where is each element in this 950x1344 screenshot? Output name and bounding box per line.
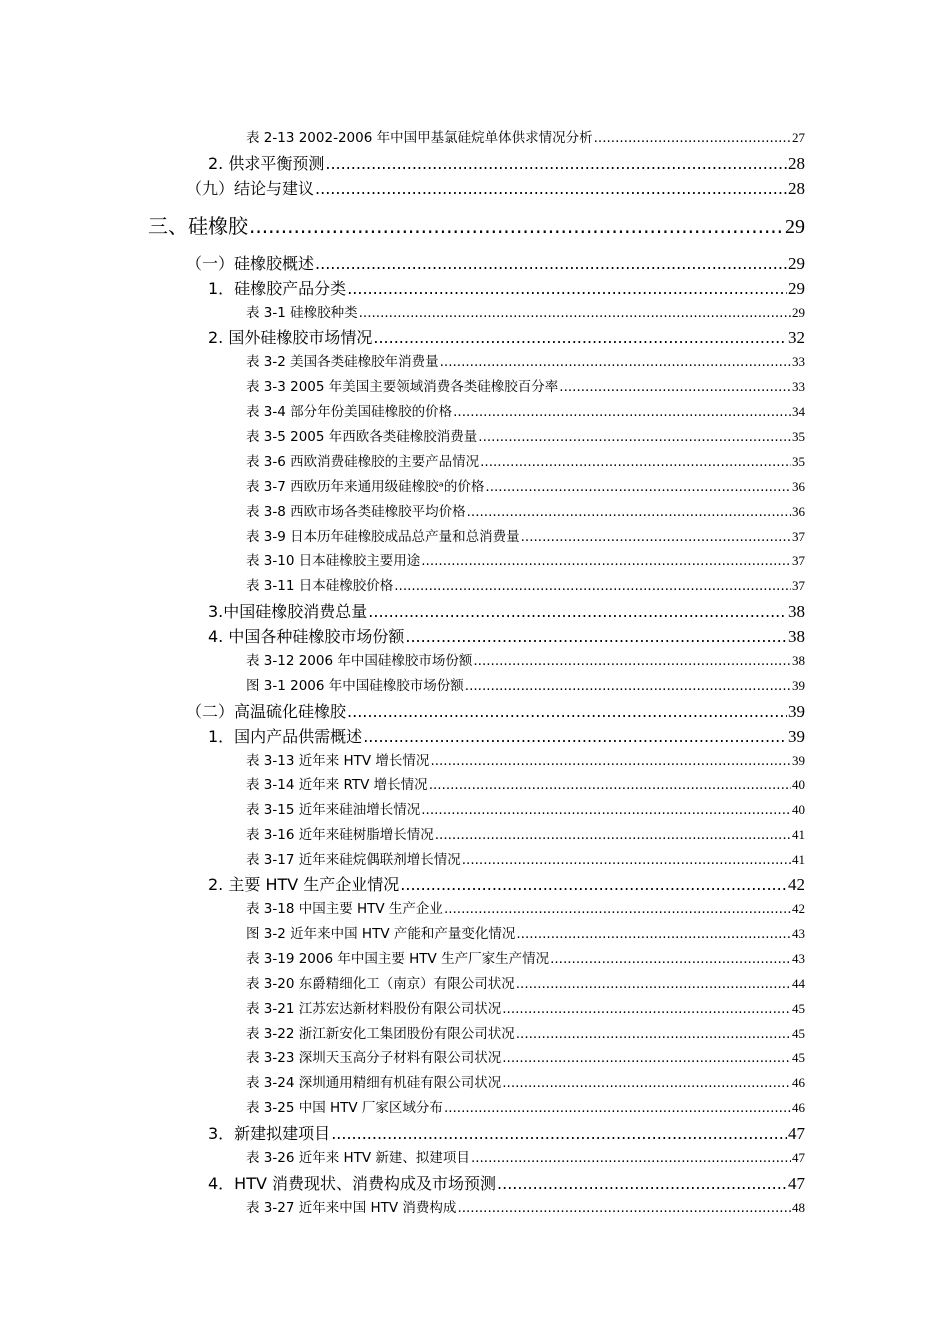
toc-entry-page-number: 37: [792, 553, 805, 568]
toc-dot-leader: [444, 901, 791, 917]
toc-dot-leader: [435, 827, 791, 843]
toc-entry-page-number: 41: [792, 827, 805, 842]
toc-dot-leader: [497, 1174, 787, 1193]
toc-entry[interactable]: [186, 251, 805, 274]
toc-dot-leader: [359, 305, 791, 321]
toc-dot-leader: [325, 154, 787, 173]
toc-entry-title: 表 3-7 西欧历年来通用级硅橡胶ᵃ的价格: [246, 479, 485, 495]
toc-entry-title: 3.中国硅橡胶消费总量: [208, 602, 368, 621]
toc-entry[interactable]: [246, 922, 805, 942]
toc-entry[interactable]: [246, 773, 805, 793]
toc-entry[interactable]: [208, 724, 805, 747]
toc-entry-page-number: 46: [792, 1100, 805, 1115]
toc-entry-title: 3．新建拟建项目: [208, 1124, 331, 1143]
toc-entry[interactable]: [246, 126, 805, 146]
toc-entry-page-number: 43: [792, 926, 805, 941]
toc-entry-title: 表 3-21 江苏宏达新材料股份有限公司状况: [246, 1001, 502, 1017]
toc-entry-page-number: 33: [792, 379, 805, 394]
toc-entry-title: （九）结论与建议: [186, 179, 315, 198]
toc-entry-page-number: 45: [792, 1026, 805, 1041]
toc-entry-title: 表 3-25 中国 HTV 厂家区域分布: [246, 1100, 443, 1116]
toc-dot-leader: [315, 254, 787, 273]
toc-entry-page-number: 48: [792, 1200, 805, 1215]
toc-entry-title: 表 3-13 近年来 HTV 增长情况: [246, 753, 430, 769]
toc-entry-page-number: 28: [788, 179, 805, 198]
toc-entry[interactable]: [246, 375, 805, 395]
toc-entry[interactable]: [246, 500, 805, 520]
toc-entry-title: 表 3-18 中国主要 HTV 生产企业: [246, 901, 443, 917]
toc-entry[interactable]: [246, 798, 805, 818]
toc-entry[interactable]: [148, 210, 805, 239]
toc-entry[interactable]: [186, 176, 805, 199]
toc-dot-leader: [516, 976, 791, 992]
toc-dot-leader: [467, 504, 791, 520]
toc-entry-title: 图 3-2 近年来中国 HTV 产能和产量变化情况: [246, 926, 516, 942]
toc-dot-leader: [516, 1026, 791, 1042]
toc-dot-leader: [502, 1050, 791, 1066]
toc-entry-page-number: 34: [792, 404, 805, 419]
toc-dot-leader: [550, 951, 791, 967]
toc-entry-title: 表 3-27 近年来中国 HTV 消费构成: [246, 1200, 457, 1216]
toc-entry[interactable]: [246, 525, 805, 545]
toc-entry[interactable]: [246, 425, 805, 445]
toc-entry-page-number: 37: [792, 578, 805, 593]
toc-entry-page-number: 32: [788, 328, 805, 347]
toc-entry-title: 2. 国外硅橡胶市场情况: [208, 328, 373, 347]
toc-entry[interactable]: [246, 1046, 805, 1066]
toc-dot-leader: [421, 802, 791, 818]
toc-entry-page-number: 38: [788, 602, 805, 621]
toc-entry-page-number: 37: [792, 529, 805, 544]
toc-entry-page-number: 46: [792, 1075, 805, 1090]
toc-entry-title: 表 3-16 近年来硅树脂增长情况: [246, 827, 434, 843]
toc-dot-leader: [429, 777, 791, 793]
toc-entry[interactable]: [208, 624, 805, 647]
toc-entry-page-number: 39: [792, 678, 805, 693]
toc-entry[interactable]: [246, 1071, 805, 1091]
toc-entry-page-number: 28: [788, 154, 805, 173]
toc-entry-page-number: 38: [792, 653, 805, 668]
toc-entry[interactable]: [208, 325, 805, 348]
toc-entry[interactable]: [246, 997, 805, 1017]
toc-entry[interactable]: [246, 475, 805, 495]
toc-entry[interactable]: [246, 823, 805, 843]
toc-entry[interactable]: [246, 749, 805, 769]
toc-dot-leader: [502, 1001, 791, 1017]
toc-entry[interactable]: [208, 151, 805, 174]
toc-entry[interactable]: [186, 699, 805, 722]
toc-entry[interactable]: [246, 674, 805, 694]
toc-entry-page-number: 45: [792, 1050, 805, 1065]
toc-entry-title: 2. 主要 HTV 生产企业情况: [208, 875, 400, 894]
toc-entry[interactable]: [246, 450, 805, 470]
toc-entry-title: 表 3-9 日本历年硅橡胶成品总产量和总消费量: [246, 529, 520, 545]
toc-entry-title: 图 3-1 2006 年中国硅橡胶市场份额: [246, 678, 464, 694]
toc-dot-leader: [465, 678, 791, 694]
toc-entry-page-number: 29: [792, 305, 805, 320]
toc-dot-leader: [440, 354, 791, 370]
toc-entry-title: 表 3-8 西欧市场各类硅橡胶平均价格: [246, 504, 466, 520]
toc-entry[interactable]: [246, 350, 805, 370]
toc-entry-page-number: 42: [788, 875, 805, 894]
toc-entry-title: 4．HTV 消费现状、消费构成及市场预测: [208, 1174, 497, 1193]
toc-entry-page-number: 47: [788, 1124, 805, 1143]
toc-entry-title: 表 3-6 西欧消费硅橡胶的主要产品情况: [246, 454, 480, 470]
toc-entry-page-number: 36: [792, 479, 805, 494]
toc-entry[interactable]: [246, 1146, 805, 1166]
toc-entry-page-number: 45: [792, 1001, 805, 1016]
toc-entry-page-number: 39: [792, 753, 805, 768]
toc-dot-leader: [559, 379, 791, 395]
toc-entry[interactable]: [246, 1096, 805, 1116]
toc-entry[interactable]: [208, 872, 805, 895]
toc-entry[interactable]: [246, 574, 805, 594]
toc-entry-title: 4. 中国各种硅橡胶市场份额: [208, 627, 405, 646]
toc-dot-leader: [444, 1100, 791, 1116]
toc-entry-title: 表 3-15 近年来硅油增长情况: [246, 802, 421, 818]
toc-entry-page-number: 41: [792, 852, 805, 867]
toc-dot-leader: [502, 1075, 791, 1091]
toc-entry[interactable]: [246, 549, 805, 569]
toc-entry-title: 表 3-17 近年来硅烷偶联剂增长情况: [246, 852, 461, 868]
toc-entry-page-number: 47: [792, 1150, 805, 1165]
toc-entry-page-number: 29: [788, 254, 805, 273]
toc-entry-page-number: 29: [785, 216, 805, 238]
toc-entry[interactable]: [208, 599, 805, 622]
toc-dot-leader: [363, 727, 787, 746]
toc-entry-title: 表 3-22 浙江新安化工集团股份有限公司状况: [246, 1026, 515, 1042]
toc-entry-title: 表 3-20 东爵精细化工（南京）有限公司状况: [246, 976, 515, 992]
toc-entry-title: 三、硅橡胶: [148, 214, 248, 238]
toc-dot-leader: [405, 627, 787, 646]
toc-entry[interactable]: [246, 301, 805, 321]
toc-entry[interactable]: [246, 947, 805, 967]
toc-entry-page-number: 29: [788, 279, 805, 298]
toc-dot-leader: [473, 653, 791, 669]
toc-entry[interactable]: [208, 276, 805, 299]
toc-entry-page-number: 43: [792, 951, 805, 966]
toc-dot-leader: [373, 328, 787, 347]
toc-dot-leader: [462, 852, 791, 868]
toc-dot-leader: [521, 529, 791, 545]
toc-entry-title: 表 3-24 深圳通用精细有机硅有限公司状况: [246, 1075, 502, 1091]
toc-entry-title: 1．国内产品供需概述: [208, 727, 363, 746]
toc-dot-leader: [485, 479, 791, 495]
toc-entry-page-number: 38: [788, 627, 805, 646]
toc-entry-title: 表 3-10 日本硅橡胶主要用途: [246, 553, 421, 569]
toc-entry-page-number: 39: [788, 727, 805, 746]
toc-entry-title: 表 3-12 2006 年中国硅橡胶市场份额: [246, 653, 473, 669]
toc-entry-title: 表 3-14 近年来 RTV 增长情况: [246, 777, 428, 793]
toc-dot-leader: [430, 753, 791, 769]
toc-entry-title: 表 3-5 2005 年西欧各类硅橡胶消费量: [246, 429, 478, 445]
toc-dot-leader: [478, 429, 791, 445]
toc-entry-title: 表 3-19 2006 年中国主要 HTV 生产厂家生产情况: [246, 951, 550, 967]
toc-entry-title: （一）硅橡胶概述: [186, 254, 315, 273]
toc-dot-leader: [480, 454, 791, 470]
toc-entry-title: 表 3-2 美国各类硅橡胶年消费量: [246, 354, 439, 370]
toc-dot-leader: [471, 1150, 791, 1166]
toc-entry-page-number: 36: [792, 504, 805, 519]
toc-entry-page-number: 42: [792, 901, 805, 916]
toc-dot-leader: [453, 404, 791, 420]
toc-dot-leader: [368, 602, 787, 621]
toc-entry[interactable]: [246, 1196, 805, 1216]
toc-dot-leader: [347, 279, 787, 298]
toc-entry[interactable]: [246, 848, 805, 868]
toc-entry-title: 表 3-4 部分年份美国硅橡胶的价格: [246, 404, 453, 420]
toc-entry-page-number: 40: [792, 802, 805, 817]
toc-entry-title: 表 3-11 日本硅橡胶价格: [246, 578, 394, 594]
toc-entry[interactable]: [246, 1022, 805, 1042]
toc-dot-leader: [331, 1124, 787, 1143]
toc-entry[interactable]: [246, 897, 805, 917]
toc-entry-title: 1．硅橡胶产品分类: [208, 279, 347, 298]
toc-entry-title: 表 3-1 硅橡胶种类: [246, 305, 358, 321]
toc-dot-leader: [457, 1200, 791, 1216]
toc-entry[interactable]: [246, 972, 805, 992]
toc-entry[interactable]: [208, 1121, 805, 1144]
toc-entry-title: 表 3-23 深圳天玉高分子材料有限公司状况: [246, 1050, 502, 1066]
toc-entry-title: 表 2-13 2002-2006 年中国甲基氯硅烷单体供求情况分析: [246, 130, 593, 146]
toc-entry-page-number: 35: [792, 429, 805, 444]
toc-dot-leader: [594, 130, 791, 146]
toc-entry[interactable]: [208, 1171, 805, 1194]
toc-dot-leader: [315, 179, 787, 198]
toc-entry-page-number: 33: [792, 354, 805, 369]
toc-dot-leader: [400, 875, 787, 894]
toc-entry-page-number: 40: [792, 777, 805, 792]
toc-dot-leader: [516, 926, 791, 942]
toc-entry-page-number: 47: [788, 1174, 805, 1193]
toc-entry[interactable]: [246, 649, 805, 669]
toc-entry-title: 表 3-26 近年来 HTV 新建、拟建项目: [246, 1150, 470, 1166]
toc-dot-leader: [347, 702, 787, 721]
toc-entry-page-number: 39: [788, 702, 805, 721]
toc-entry[interactable]: [246, 400, 805, 420]
toc-entry-page-number: 44: [792, 976, 805, 991]
toc-dot-leader: [249, 214, 784, 238]
toc-entry-page-number: 27: [792, 130, 805, 145]
toc-entry-title: 2. 供求平衡预测: [208, 154, 325, 173]
toc-dot-leader: [421, 553, 791, 569]
toc-entry-title: （二）高温硫化硅橡胶: [186, 702, 347, 721]
toc-entry-page-number: 35: [792, 454, 805, 469]
toc-entry-title: 表 3-3 2005 年美国主要领域消费各类硅橡胶百分率: [246, 379, 559, 395]
toc-dot-leader: [394, 578, 791, 594]
